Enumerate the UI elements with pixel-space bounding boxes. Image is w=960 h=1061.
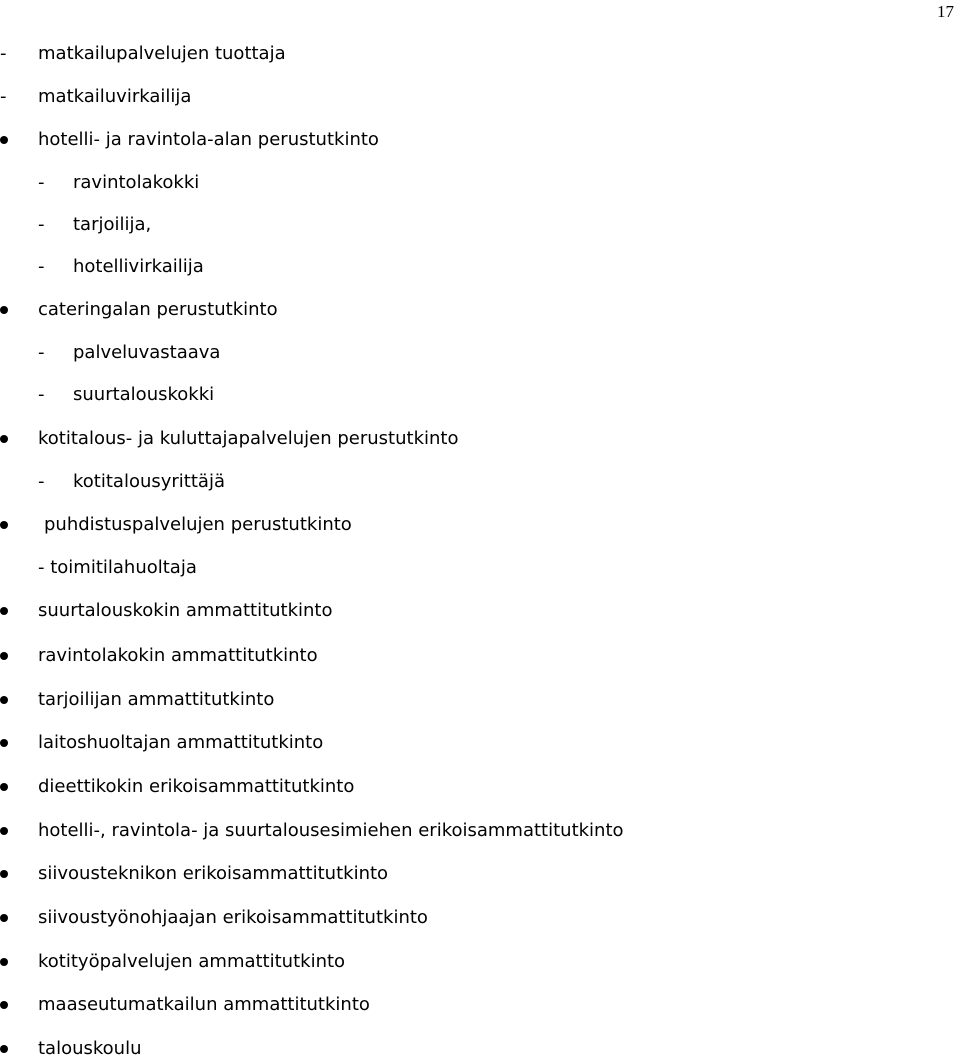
dash-marker: - xyxy=(38,256,45,277)
bullet-icon xyxy=(0,435,8,443)
list-item-text: puhdistuspalvelujen perustutkinto xyxy=(44,514,352,535)
list-item-text: ravintolakokin ammattitutkinto xyxy=(38,645,318,666)
bullet-icon xyxy=(0,914,8,922)
list-item-text: siivoustyönohjaajan erikoisammattitutkinto xyxy=(38,907,428,928)
bullet-icon xyxy=(0,696,8,704)
list-item-text: matkailuvirkailija xyxy=(38,86,192,107)
list-item-text: tarjoilija, xyxy=(73,214,152,235)
list-item-text: ravintolakokki xyxy=(73,172,200,193)
bullet-icon xyxy=(0,958,8,966)
dash-marker: - xyxy=(38,214,45,235)
list-item-text: kotityöpalvelujen ammattitutkinto xyxy=(38,951,346,972)
list-item-text: - toimitilahuoltaja xyxy=(38,557,197,578)
list-item-text: tarjoilijan ammattitutkinto xyxy=(38,689,275,710)
dash-marker: - xyxy=(0,43,7,64)
bullet-icon xyxy=(0,652,8,660)
dash-marker: - xyxy=(38,342,45,363)
list-item-text: laitoshuoltajan ammattitutkinto xyxy=(38,732,324,753)
bullet-icon xyxy=(0,739,8,747)
list-item-text: cateringalan perustutkinto xyxy=(38,299,278,320)
dash-marker: - xyxy=(38,172,45,193)
list-item-text: matkailupalvelujen tuottaja xyxy=(38,43,286,64)
list-item-text: maaseutumatkailun ammattitutkinto xyxy=(38,994,370,1015)
list-item-text: palveluvastaava xyxy=(73,342,221,363)
bullet-icon xyxy=(0,783,8,791)
bullet-icon xyxy=(0,306,8,314)
bullet-icon xyxy=(0,607,8,615)
bullet-icon xyxy=(0,136,8,144)
bullet-icon xyxy=(0,1001,8,1009)
page-number: 17 xyxy=(937,2,954,21)
list-item-text: hotelli-, ravintola- ja suurtalousesimiehen erikoisammattitutkinto xyxy=(38,820,624,841)
bullet-icon xyxy=(0,521,8,529)
list-item-text: kotitalous- ja kuluttajapalvelujen perustutkinto xyxy=(38,428,459,449)
dash-marker: - xyxy=(38,471,45,492)
dash-marker: - xyxy=(0,86,7,107)
bullet-icon xyxy=(0,870,8,878)
list-item-text: hotellivirkailija xyxy=(73,256,204,277)
list-item-text: siivousteknikon erikoisammattitutkinto xyxy=(38,863,389,884)
list-item-text: hotelli- ja ravintola-alan perustutkinto xyxy=(38,129,379,150)
dash-marker: - xyxy=(38,384,45,405)
bullet-icon xyxy=(0,1045,8,1053)
list-item-text: suurtalouskokin ammattitutkinto xyxy=(38,600,333,621)
list-item-text: kotitalousyrittäjä xyxy=(73,471,225,492)
bullet-icon xyxy=(0,827,8,835)
list-item-text: dieettikokin erikoisammattitutkinto xyxy=(38,776,355,797)
list-item-text: suurtalouskokki xyxy=(73,384,215,405)
list-item-text: talouskoulu xyxy=(38,1038,142,1059)
